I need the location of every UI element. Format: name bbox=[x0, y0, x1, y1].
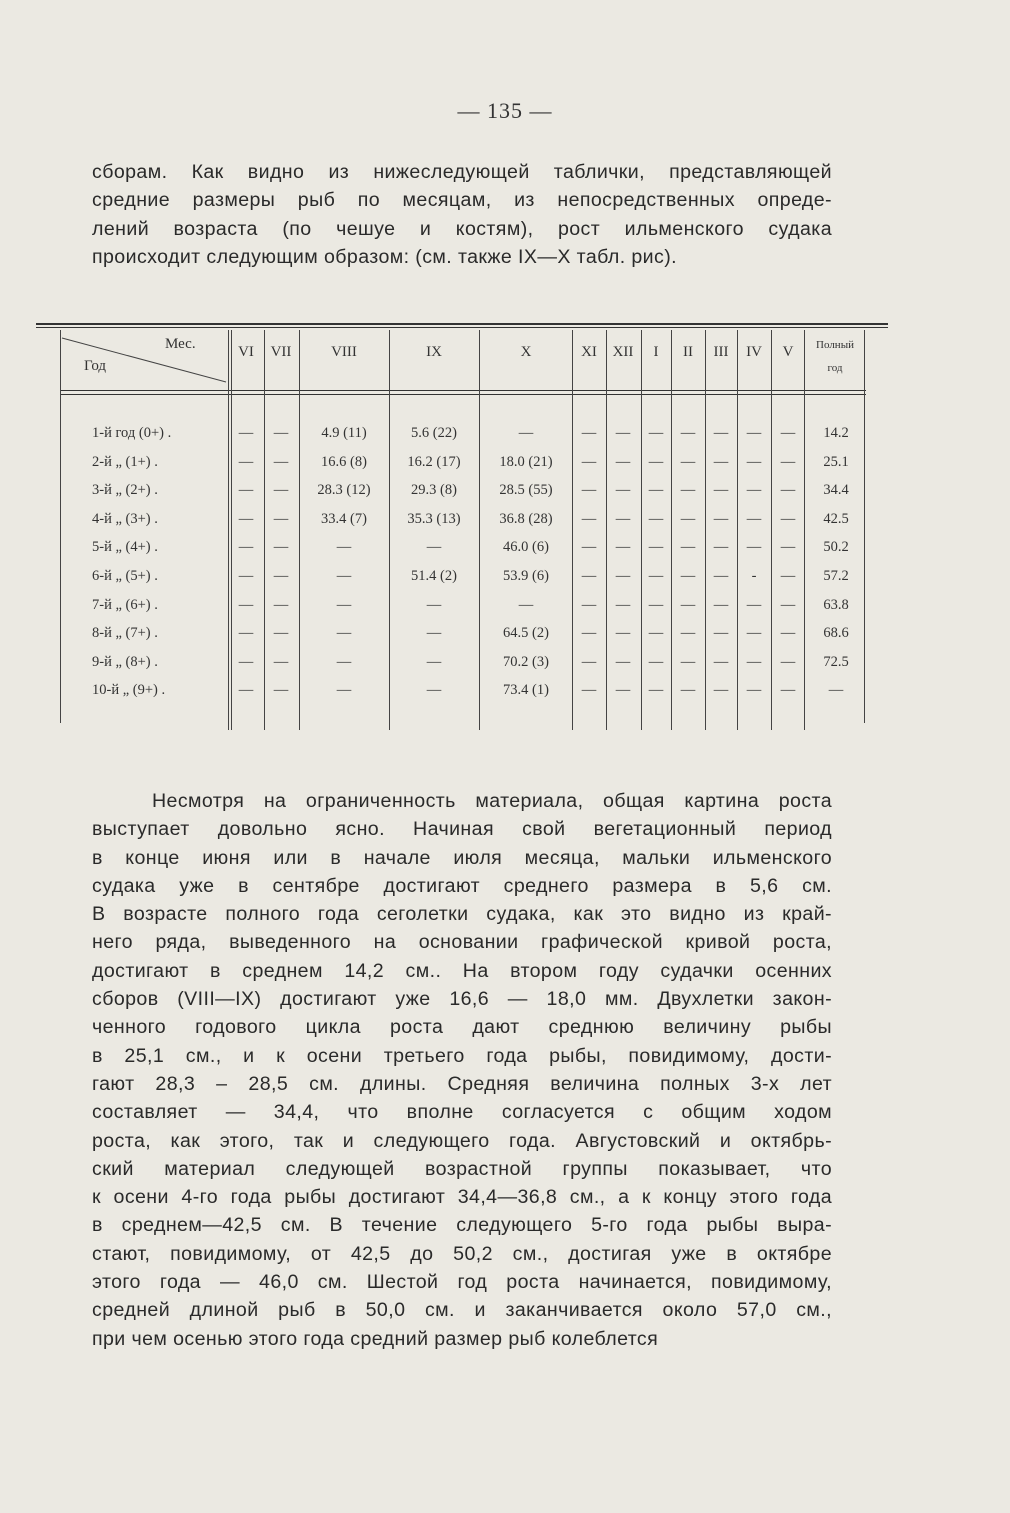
table-cell: — bbox=[680, 625, 696, 642]
table-cell: 35.3 (13) bbox=[407, 510, 461, 527]
table-cell: — bbox=[648, 539, 664, 556]
table-cell: — bbox=[273, 425, 289, 441]
corner-year-label: Год bbox=[84, 358, 107, 374]
intro-paragraph bbox=[92, 158, 832, 271]
text-line: ченного годового цикла роста дают среднюю величину рыбы bbox=[92, 1016, 832, 1039]
table-cell: — bbox=[518, 425, 534, 441]
table-cell: 5.6 (22) bbox=[411, 425, 457, 441]
table-cell: — bbox=[680, 539, 696, 556]
table-cell: — bbox=[273, 482, 289, 499]
table-cell: — bbox=[746, 625, 762, 642]
table-cell: — bbox=[780, 596, 796, 613]
table-cell: — bbox=[746, 682, 762, 699]
table-cell: — bbox=[336, 568, 352, 584]
column-header: I bbox=[653, 344, 659, 360]
table-cell: — bbox=[273, 539, 289, 556]
table-cell: — bbox=[426, 653, 442, 670]
table-cell: — bbox=[780, 510, 796, 527]
table-cell-total: 68.6 bbox=[823, 625, 849, 642]
table-cell: — bbox=[680, 568, 696, 584]
column-header: VI bbox=[238, 344, 254, 360]
body-paragraph bbox=[92, 787, 832, 1353]
row-label: 1-й год (0+) . bbox=[92, 425, 172, 441]
table-cell: — bbox=[238, 482, 254, 499]
table-cell: — bbox=[581, 482, 597, 499]
table-cell: — bbox=[780, 568, 796, 584]
table-cell: — bbox=[713, 425, 729, 441]
table-cell: — bbox=[713, 596, 729, 613]
table-cell: 70.2 (3) bbox=[503, 653, 549, 670]
text-line: Несмотря на ограниченность материала, общая картина роста bbox=[152, 790, 832, 812]
text-line: в 25,1 см., и к осени третьего года рыбы, повидимому, дости- bbox=[92, 1044, 832, 1067]
column-header: III bbox=[713, 344, 729, 360]
table-cell: — bbox=[615, 682, 631, 699]
text-line: сборам. Как видно из нижеследующей таблички, представляющей bbox=[92, 161, 832, 183]
table-cell: — bbox=[615, 539, 631, 556]
row-label: 3-й „ (2+) . bbox=[92, 482, 158, 499]
table-cell: — bbox=[581, 568, 597, 584]
column-header: V bbox=[782, 344, 794, 360]
table-cell: — bbox=[680, 453, 696, 470]
table-cell-total: 63.8 bbox=[823, 596, 849, 613]
table-cell: — bbox=[238, 510, 254, 527]
row-label: 2-й „ (1+) . bbox=[92, 453, 158, 470]
table-cell: 28.3 (12) bbox=[317, 482, 371, 499]
text-line: ский материал следующей возрастной группы показывает, что bbox=[92, 1157, 832, 1180]
row-label: 4-й „ (3+) . bbox=[92, 510, 158, 527]
row-label: 9-й „ (8+) . bbox=[92, 653, 158, 670]
text-line: роста, как этого, так и следующего года. Августовский и октябрь- bbox=[92, 1129, 832, 1152]
row-label: 5-й „ (4+) . bbox=[92, 539, 158, 556]
table-cell: — bbox=[615, 510, 631, 527]
table-cell: — bbox=[336, 596, 352, 613]
text-line: судака уже в сентябре достигают среднего размера в 5,6 см. bbox=[92, 874, 832, 897]
table-cell: — bbox=[648, 682, 664, 699]
table-cell: - bbox=[751, 568, 757, 584]
corner-month-label: Мес. bbox=[165, 336, 196, 352]
table-cell: — bbox=[238, 625, 254, 642]
table-cell: — bbox=[426, 625, 442, 642]
table-cell: — bbox=[746, 482, 762, 499]
table-cell: — bbox=[336, 625, 352, 642]
table-cell: 28.5 (55) bbox=[499, 482, 553, 499]
text-line: сборов (VIII—IX) достигают уже 16,6 — 18,0 мм. Двухлетки закон- bbox=[92, 988, 832, 1011]
text-line: к осени 4-го года рыбы достигают 34,4—36,8 см., а к концу этого года bbox=[92, 1186, 832, 1209]
table-header-rule bbox=[60, 394, 866, 395]
table-top-rule bbox=[36, 323, 888, 325]
table-cell: — bbox=[238, 539, 254, 556]
table-cell: — bbox=[713, 568, 729, 584]
table-cell: — bbox=[713, 682, 729, 699]
text-line: стают, повидимому, от 42,5 до 50,2 см., достигая уже в октябре bbox=[92, 1242, 832, 1265]
table-cell: — bbox=[780, 682, 796, 699]
table-cell: — bbox=[426, 596, 442, 613]
table-cell: — bbox=[680, 482, 696, 499]
column-header-total: Полный bbox=[816, 339, 854, 351]
table-cell: — bbox=[581, 539, 597, 556]
table-cell-total: 25.1 bbox=[823, 453, 849, 470]
column-header: IV bbox=[746, 344, 762, 360]
table-cell: — bbox=[273, 596, 289, 613]
table-cell: — bbox=[273, 625, 289, 642]
text-line: в среднем—42,5 см. В течение следующего 5-го года рыбы выра- bbox=[92, 1214, 832, 1237]
table-cell: — bbox=[581, 510, 597, 527]
table-cell: 4.9 (11) bbox=[321, 425, 367, 441]
table-cell: — bbox=[581, 425, 597, 441]
table-cell: — bbox=[238, 425, 254, 441]
text-line: В возрасте полного года сеголетки судака, как это видно из край- bbox=[92, 903, 832, 926]
table-cell: 51.4 (2) bbox=[411, 568, 457, 584]
column-header: II bbox=[683, 344, 693, 360]
table-cell: — bbox=[713, 453, 729, 470]
text-line: него ряда, выведенного на основании графической кривой роста, bbox=[92, 931, 832, 954]
table-cell: 46.0 (6) bbox=[503, 539, 549, 556]
column-header: XII bbox=[612, 344, 634, 360]
text-line: средние размеры рыб по месяцам, из непосредственных опреде- bbox=[92, 189, 832, 212]
table-cell-total: 50.2 bbox=[823, 539, 849, 556]
table-cell: — bbox=[648, 653, 664, 670]
table-cell: — bbox=[238, 596, 254, 613]
table-cell: — bbox=[746, 539, 762, 556]
table-cell: — bbox=[648, 596, 664, 613]
table-cell: 64.5 (2) bbox=[503, 625, 549, 642]
table-cell: — bbox=[648, 510, 664, 527]
table-cell-total: — bbox=[828, 682, 844, 699]
table-cell: — bbox=[238, 568, 254, 584]
table-cell-total: 42.5 bbox=[823, 510, 849, 527]
column-header-total: год bbox=[827, 362, 843, 374]
table-cell: — bbox=[780, 653, 796, 670]
row-label: 10-й „ (9+) . bbox=[92, 682, 166, 699]
table-cell: 18.0 (21) bbox=[499, 453, 553, 470]
table-cell: — bbox=[713, 653, 729, 670]
table-cell: — bbox=[680, 682, 696, 699]
table-cell: — bbox=[615, 653, 631, 670]
table-cell: — bbox=[680, 425, 696, 441]
table-cell: — bbox=[615, 568, 631, 584]
table-cell: — bbox=[648, 425, 664, 441]
text-line: происходит следующим образом: (см. также IX—X табл. рис). bbox=[92, 245, 677, 268]
text-line: выступает довольно ясно. Начиная свой вегетационный период bbox=[92, 818, 832, 841]
table-cell: — bbox=[336, 653, 352, 670]
row-label: 8-й „ (7+) . bbox=[92, 625, 158, 642]
column-header: VIII bbox=[331, 344, 357, 360]
table-cell: — bbox=[780, 425, 796, 441]
table-cell: — bbox=[746, 453, 762, 470]
table-cell: — bbox=[713, 482, 729, 499]
column-header: XI bbox=[581, 344, 597, 360]
table-top-rule bbox=[36, 327, 888, 328]
table-cell: — bbox=[780, 625, 796, 642]
table-cell-total: 34.4 bbox=[823, 482, 849, 499]
text-line: этого года — 46,0 см. Шестой год роста начинается, повидимому, bbox=[92, 1271, 832, 1294]
table-cell: — bbox=[273, 510, 289, 527]
text-line: достигают в среднем 14,2 см.. На втором году судачки осенних bbox=[92, 959, 832, 982]
table-cell: — bbox=[273, 682, 289, 699]
table-cell: 53.9 (6) bbox=[503, 568, 549, 584]
table-cell: — bbox=[713, 539, 729, 556]
table-cell: — bbox=[648, 453, 664, 470]
table-cell: — bbox=[581, 653, 597, 670]
table-cell: — bbox=[336, 682, 352, 699]
table-cell: 16.2 (17) bbox=[407, 453, 461, 470]
table-cell: — bbox=[780, 453, 796, 470]
table-cell: — bbox=[746, 596, 762, 613]
table-cell: — bbox=[336, 539, 352, 556]
table-cell: — bbox=[746, 425, 762, 441]
text-line: средней длиной рыб в 50,0 см. и заканчивается около 57,0 см., bbox=[92, 1299, 832, 1322]
column-header: VII bbox=[270, 344, 292, 360]
page-number: — 135 — bbox=[457, 98, 553, 123]
table-cell: — bbox=[780, 482, 796, 499]
table-cell: — bbox=[615, 425, 631, 441]
text-line: гают 28,3 – 28,5 см. длины. Средняя величина полных 3-х лет bbox=[92, 1072, 832, 1095]
column-header: IX bbox=[426, 344, 442, 360]
table-cell: — bbox=[713, 625, 729, 642]
table-header-rule bbox=[60, 390, 866, 391]
table-cell-total: 57.2 bbox=[823, 568, 849, 584]
table-cell-total: 14.2 bbox=[823, 425, 849, 441]
table-cell: — bbox=[648, 482, 664, 499]
table-cell: 36.8 (28) bbox=[499, 510, 553, 527]
table-cell: 29.3 (8) bbox=[411, 482, 457, 499]
column-header: X bbox=[520, 344, 532, 360]
table-cell: — bbox=[273, 453, 289, 470]
table-cell: — bbox=[648, 568, 664, 584]
text-line: в конце июня или в начале июля месяца, мальки ильменского bbox=[92, 846, 832, 869]
row-label: 6-й „ (5+) . bbox=[92, 568, 158, 584]
table-cell: — bbox=[581, 453, 597, 470]
table-cell: — bbox=[780, 539, 796, 556]
table-cell: — bbox=[746, 653, 762, 670]
table-cell: — bbox=[238, 682, 254, 699]
table-cell: 16.6 (8) bbox=[321, 453, 367, 470]
text-line: при чем осенью этого года средний размер рыб колеблется bbox=[92, 1327, 659, 1350]
table-cell: — bbox=[615, 625, 631, 642]
column-divider bbox=[479, 330, 480, 730]
table-cell: — bbox=[273, 653, 289, 670]
text-line: лений возраста (по чешуе и костям), рост ильменского судака bbox=[92, 217, 832, 240]
table-cell: 73.4 (1) bbox=[503, 682, 549, 699]
table-cell: — bbox=[680, 653, 696, 670]
table-cell: — bbox=[680, 596, 696, 613]
text-line: составляет — 34,4, что вполне согласуется с общим ходом bbox=[92, 1101, 832, 1124]
table-cell: — bbox=[615, 453, 631, 470]
table-cell: — bbox=[518, 596, 534, 613]
table-cell: — bbox=[648, 625, 664, 642]
table-cell: — bbox=[238, 653, 254, 670]
table-cell: — bbox=[581, 625, 597, 642]
table-cell: — bbox=[426, 682, 442, 699]
table-cell: — bbox=[273, 568, 289, 584]
table-cell: — bbox=[615, 482, 631, 499]
table-cell: — bbox=[426, 539, 442, 556]
table-cell: — bbox=[581, 682, 597, 699]
table-cell: 33.4 (7) bbox=[321, 510, 367, 527]
table-cell: — bbox=[713, 510, 729, 527]
table-cell: — bbox=[746, 510, 762, 527]
table-cell: — bbox=[680, 510, 696, 527]
table-cell-total: 72.5 bbox=[823, 653, 849, 670]
table-cell: — bbox=[615, 596, 631, 613]
row-label: 7-й „ (6+) . bbox=[92, 596, 158, 613]
table-cell: — bbox=[238, 453, 254, 470]
table-cell: — bbox=[581, 596, 597, 613]
